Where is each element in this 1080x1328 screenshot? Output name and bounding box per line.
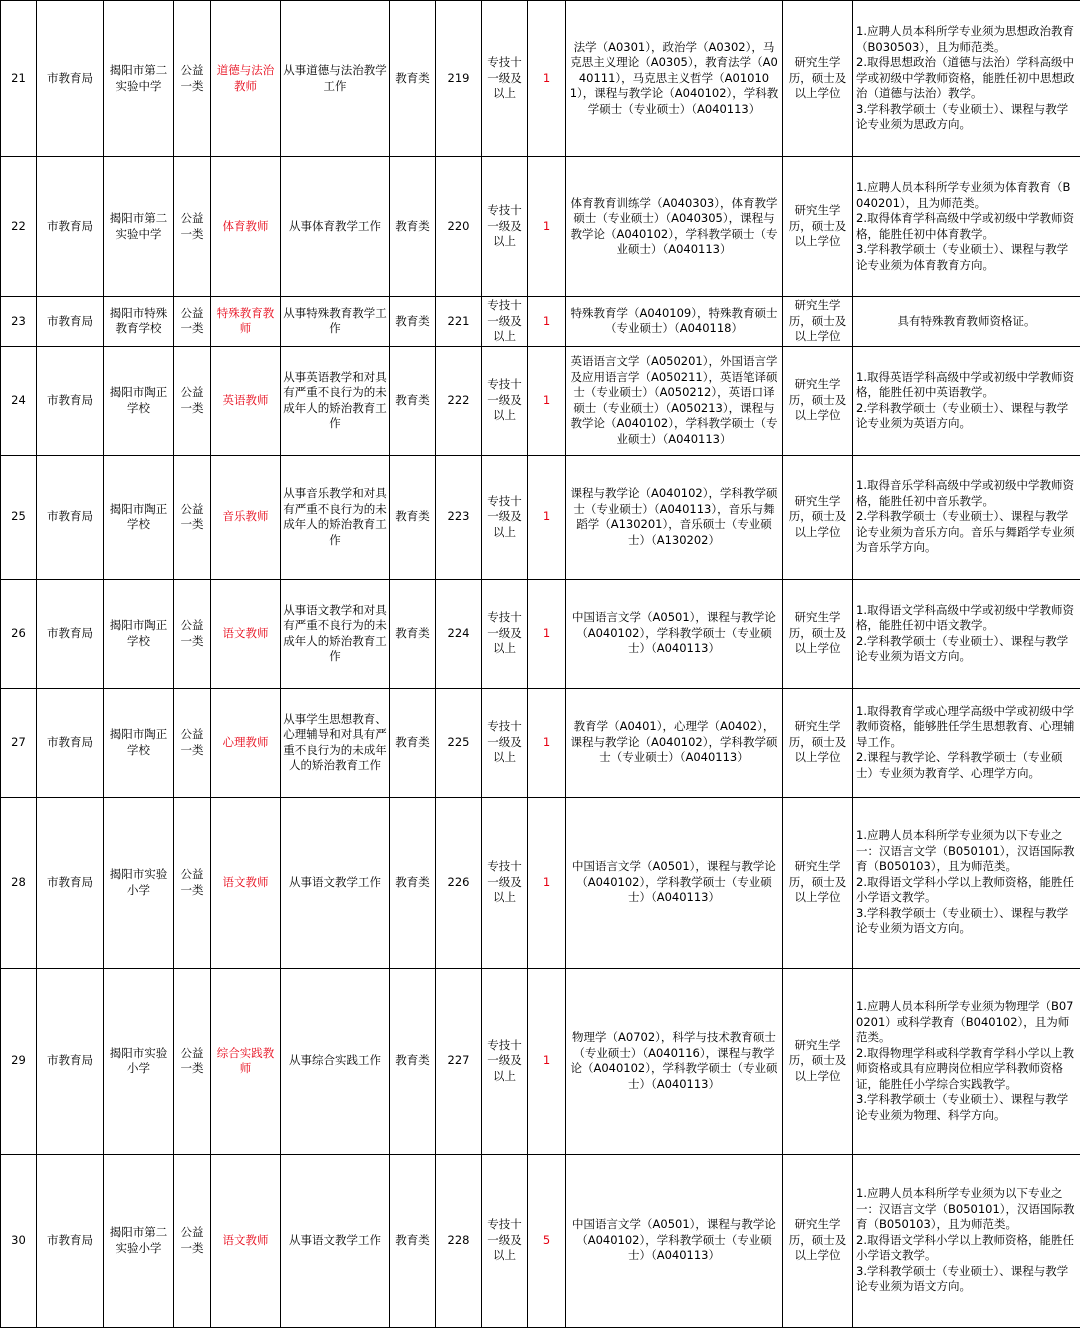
education-cell: 研究生学历，硕士及以上学位 (783, 157, 853, 297)
education-cell: 研究生学历，硕士及以上学位 (783, 797, 853, 968)
headcount-cell: 1 (528, 968, 566, 1154)
requirement-line: 2.课程与教学论、学科教学硕士（专业硕士）专业须为教育学、心理学方向。 (856, 750, 1077, 781)
major-cell: 英语语言文学（A050201），外国语言学及应用语言学（A050211），英语笔译硕士（专业硕士）（A050212），英语口译硕士（专业硕士）（A050213），课程与教学论（A040102），学科教学硕士（专业硕士）（A040113） (566, 346, 783, 455)
requirements-cell (853, 579, 1080, 688)
post-name-cell: 英语教师 (211, 346, 281, 455)
table-row (1, 455, 1080, 579)
post-code-cell: 227 (436, 968, 482, 1154)
post-code-cell: 225 (436, 688, 482, 797)
category-cell: 教育类 (390, 797, 436, 968)
post-code-cell: 222 (436, 346, 482, 455)
requirement-line: 2.取得体育学科高级中学或初级中学教师资格，能胜任初中体育教学。 (856, 211, 1077, 242)
major-cell: 中国语言文学（A0501），课程与教学论（A040102），学科教学硕士（专业硕士）（A040113） (566, 579, 783, 688)
category-cell: 教育类 (390, 1154, 436, 1327)
employer-cell: 揭阳市陶正学校 (104, 455, 174, 579)
employer-cell: 揭阳市陶正学校 (104, 688, 174, 797)
employer-cell: 揭阳市第二实验小学 (104, 1154, 174, 1327)
requirement-line: 3.学科教学硕士（专业硕士）、课程与教学论专业须为语文方向。 (856, 906, 1077, 937)
department-cell: 市教育局 (37, 297, 104, 347)
requirement-line: 1.应聘人员本科所学专业须为体育教育（B040201），且为师范类。 (856, 180, 1077, 211)
requirement-line: 3.学科教学硕士（专业硕士）、课程与教学论专业须为体育教育方向。 (856, 242, 1077, 273)
employer-cell: 揭阳市实验小学 (104, 797, 174, 968)
headcount-cell: 1 (528, 157, 566, 297)
table-row (1, 968, 1080, 1154)
post-level-cell: 专技十一级及以上 (482, 297, 528, 347)
requirements-cell (853, 1, 1080, 157)
requirement-line: 2.取得语文学科小学以上教师资格，能胜任小学语文教学。 (856, 1233, 1077, 1264)
requirement-line: 1.取得英语学科高级中学或初级中学教师资格，能胜任初中英语教学。 (856, 370, 1077, 401)
post-name-cell: 道德与法治教师 (211, 1, 281, 157)
row-number-cell: 22 (1, 157, 37, 297)
unit-type-cell: 公益一类 (174, 1, 211, 157)
requirements-cell (853, 455, 1080, 579)
table-row (1, 346, 1080, 455)
post-level-cell: 专技十一级及以上 (482, 688, 528, 797)
table-row (1, 797, 1080, 968)
major-cell: 中国语言文学（A0501），课程与教学论（A040102），学科教学硕士（专业硕士）（A040113） (566, 797, 783, 968)
headcount-cell: 1 (528, 688, 566, 797)
requirement-line: 2.取得物理学科或科学教育学科小学以上教师资格或具有应聘岗位相应学科教师资格证，能胜任小学综合实践教学。 (856, 1046, 1077, 1093)
category-cell: 教育类 (390, 346, 436, 455)
duty-cell: 从事道德与法治教学工作 (281, 1, 390, 157)
post-name-cell: 语文教师 (211, 797, 281, 968)
employer-cell: 揭阳市陶正学校 (104, 579, 174, 688)
post-code-cell: 221 (436, 297, 482, 347)
unit-type-cell: 公益一类 (174, 346, 211, 455)
table-row (1, 1154, 1080, 1327)
requirement-line: 1.取得教育学或心理学高级中学或初级中学教师资格，能够胜任学生思想教育、心理辅导工作。 (856, 704, 1077, 751)
post-level-cell: 专技十一级及以上 (482, 1, 528, 157)
requirement-line: 3.学科教学硕士（专业硕士）、课程与教学论专业须为物理、科学方向。 (856, 1092, 1077, 1123)
requirement-line: 2.取得语文学科小学以上教师资格，能胜任小学语文教学。 (856, 875, 1077, 906)
requirement-line: 2.学科教学硕士（专业硕士）、课程与教学论专业须为语文方向。 (856, 634, 1077, 665)
headcount-cell: 1 (528, 297, 566, 347)
row-number-cell: 21 (1, 1, 37, 157)
unit-type-cell: 公益一类 (174, 579, 211, 688)
headcount-cell: 1 (528, 797, 566, 968)
category-cell: 教育类 (390, 688, 436, 797)
department-cell: 市教育局 (37, 688, 104, 797)
post-code-cell: 223 (436, 455, 482, 579)
post-code-cell: 220 (436, 157, 482, 297)
post-level-cell: 专技十一级及以上 (482, 1154, 528, 1327)
post-level-cell: 专技十一级及以上 (482, 455, 528, 579)
post-code-cell: 226 (436, 797, 482, 968)
headcount-cell: 1 (528, 579, 566, 688)
employer-cell: 揭阳市特殊教育学校 (104, 297, 174, 347)
requirement-line: 2.学科教学硕士（专业硕士）、课程与教学论专业须为音乐方向。音乐与舞蹈学专业须为音乐学方向。 (856, 509, 1077, 556)
headcount-cell: 1 (528, 1, 566, 157)
duty-cell: 从事特殊教育教学工作 (281, 297, 390, 347)
post-name-cell: 语文教师 (211, 579, 281, 688)
post-code-cell: 224 (436, 579, 482, 688)
requirement-line: 2.学科教学硕士（专业硕士）、课程与教学论专业须为英语方向。 (856, 401, 1077, 432)
department-cell: 市教育局 (37, 157, 104, 297)
requirement-line: 1.取得语文学科高级中学或初级中学教师资格，能胜任初中语文教学。 (856, 603, 1077, 634)
major-cell: 课程与教学论（A040102），学科教学硕士（专业硕士）（A040113），音乐与舞蹈学（A130201），音乐硕士（专业硕士）（A130202） (566, 455, 783, 579)
unit-type-cell: 公益一类 (174, 157, 211, 297)
requirement-line: 1.取得音乐学科高级中学或初级中学教师资格，能胜任初中音乐教学。 (856, 478, 1077, 509)
table-row (1, 688, 1080, 797)
employer-cell: 揭阳市第二实验中学 (104, 1, 174, 157)
requirements-cell (853, 346, 1080, 455)
employer-cell: 揭阳市第二实验中学 (104, 157, 174, 297)
category-cell: 教育类 (390, 297, 436, 347)
row-number-cell: 23 (1, 297, 37, 347)
post-name-cell: 特殊教育教师 (211, 297, 281, 347)
major-cell: 物理学（A0702），科学与技术教育硕士（专业硕士）（A040116），课程与教学论（A040102），学科教学硕士（专业硕士）（A040113） (566, 968, 783, 1154)
post-code-cell: 228 (436, 1154, 482, 1327)
headcount-cell: 1 (528, 346, 566, 455)
post-level-cell: 专技十一级及以上 (482, 346, 528, 455)
category-cell: 教育类 (390, 455, 436, 579)
duty-cell: 从事音乐教学和对具有严重不良行为的未成年人的矫治教育工作 (281, 455, 390, 579)
table-row (1, 297, 1080, 347)
row-number-cell: 27 (1, 688, 37, 797)
duty-cell: 从事综合实践工作 (281, 968, 390, 1154)
requirement-line: 3.学科教学硕士（专业硕士）、课程与教学论专业须为语文方向。 (856, 1264, 1077, 1295)
table-row (1, 579, 1080, 688)
education-cell: 研究生学历，硕士及以上学位 (783, 1154, 853, 1327)
requirement-line: 1.应聘人员本科所学专业须为以下专业之一：汉语言文学（B050101），汉语国际教育（B050103），且为师范类。 (856, 828, 1077, 875)
row-number-cell: 28 (1, 797, 37, 968)
post-level-cell: 专技十一级及以上 (482, 157, 528, 297)
duty-cell: 从事语文教学工作 (281, 1154, 390, 1327)
major-cell: 教育学（A0401），心理学（A0402），课程与教学论（A040102），学科教学硕士（专业硕士）（A040113） (566, 688, 783, 797)
department-cell: 市教育局 (37, 455, 104, 579)
category-cell: 教育类 (390, 579, 436, 688)
post-level-cell: 专技十一级及以上 (482, 968, 528, 1154)
row-number-cell: 25 (1, 455, 37, 579)
education-cell: 研究生学历，硕士及以上学位 (783, 1, 853, 157)
category-cell: 教育类 (390, 157, 436, 297)
headcount-cell: 1 (528, 455, 566, 579)
post-level-cell: 专技十一级及以上 (482, 797, 528, 968)
requirements-cell (853, 297, 1080, 347)
table-body (1, 1, 1080, 1328)
post-code-cell: 219 (436, 1, 482, 157)
requirements-cell (853, 157, 1080, 297)
post-name-cell: 体育教师 (211, 157, 281, 297)
requirement-line: 1.应聘人员本科所学专业须为物理学（B070201）或科学教育（B040102），且为师范类。 (856, 999, 1077, 1046)
department-cell: 市教育局 (37, 579, 104, 688)
table-row (1, 157, 1080, 297)
row-number-cell: 26 (1, 579, 37, 688)
major-cell: 特殊教育学（A040109），特殊教育硕士（专业硕士）（A040118） (566, 297, 783, 347)
duty-cell: 从事语文教学工作 (281, 797, 390, 968)
category-cell: 教育类 (390, 1, 436, 157)
unit-type-cell: 公益一类 (174, 297, 211, 347)
requirements-cell (853, 797, 1080, 968)
category-cell: 教育类 (390, 968, 436, 1154)
row-number-cell: 30 (1, 1154, 37, 1327)
post-name-cell: 语文教师 (211, 1154, 281, 1327)
requirement-line: 1.应聘人员本科所学专业须为以下专业之一：汉语言文学（B050101），汉语国际教育（B050103），且为师范类。 (856, 1186, 1077, 1233)
unit-type-cell: 公益一类 (174, 968, 211, 1154)
requirement-line: 1.应聘人员本科所学专业须为思想政治教育（B030503），且为师范类。 (856, 24, 1077, 55)
unit-type-cell: 公益一类 (174, 455, 211, 579)
post-name-cell: 心理教师 (211, 688, 281, 797)
duty-cell: 从事学生思想教育、心理辅导和对具有严重不良行为的未成年人的矫治教育工作 (281, 688, 390, 797)
employer-cell: 揭阳市陶正学校 (104, 346, 174, 455)
major-cell: 中国语言文学（A0501），课程与教学论（A040102），学科教学硕士（专业硕士）（A040113） (566, 1154, 783, 1327)
education-cell: 研究生学历，硕士及以上学位 (783, 579, 853, 688)
requirement-line: 3.学科教学硕士（专业硕士）、课程与教学论专业须为思政方向。 (856, 102, 1077, 133)
requirement-line: 2.取得思想政治（道德与法治）学科高级中学或初级中学教师资格，能胜任初中思想政治（道德与法治）教学。 (856, 55, 1077, 102)
education-cell: 研究生学历，硕士及以上学位 (783, 297, 853, 347)
headcount-cell: 5 (528, 1154, 566, 1327)
unit-type-cell: 公益一类 (174, 688, 211, 797)
duty-cell: 从事英语教学和对具有严重不良行为的未成年人的矫治教育工作 (281, 346, 390, 455)
requirements-cell (853, 968, 1080, 1154)
major-cell: 法学（A0301），政治学（A0302），马克思主义理论（A0305），教育法学（A040111），马克思主义哲学（A010101），课程与教学论（A040102），学科教学硕士（专业硕士）（A040113） (566, 1, 783, 157)
requirements-cell (853, 688, 1080, 797)
requirement-line: 具有特殊教育教师资格证。 (856, 314, 1077, 330)
duty-cell: 从事体育教学工作 (281, 157, 390, 297)
department-cell: 市教育局 (37, 968, 104, 1154)
major-cell: 体育教育训练学（A040303），体育教学硕士（专业硕士）（A040305），课程与教学论（A040102），学科教学硕士（专业硕士）（A040113） (566, 157, 783, 297)
requirements-cell (853, 1154, 1080, 1327)
department-cell: 市教育局 (37, 346, 104, 455)
unit-type-cell: 公益一类 (174, 797, 211, 968)
post-name-cell: 音乐教师 (211, 455, 281, 579)
employer-cell: 揭阳市实验小学 (104, 968, 174, 1154)
post-name-cell: 综合实践教师 (211, 968, 281, 1154)
row-number-cell: 29 (1, 968, 37, 1154)
education-cell: 研究生学历，硕士及以上学位 (783, 346, 853, 455)
duty-cell: 从事语文教学和对具有严重不良行为的未成年人的矫治教育工作 (281, 579, 390, 688)
post-level-cell: 专技十一级及以上 (482, 579, 528, 688)
education-cell: 研究生学历，硕士及以上学位 (783, 688, 853, 797)
education-cell: 研究生学历，硕士及以上学位 (783, 455, 853, 579)
department-cell: 市教育局 (37, 1, 104, 157)
department-cell: 市教育局 (37, 797, 104, 968)
table-row (1, 1, 1080, 157)
row-number-cell: 24 (1, 346, 37, 455)
education-cell: 研究生学历，硕士及以上学位 (783, 968, 853, 1154)
unit-type-cell: 公益一类 (174, 1154, 211, 1327)
department-cell: 市教育局 (37, 1154, 104, 1327)
